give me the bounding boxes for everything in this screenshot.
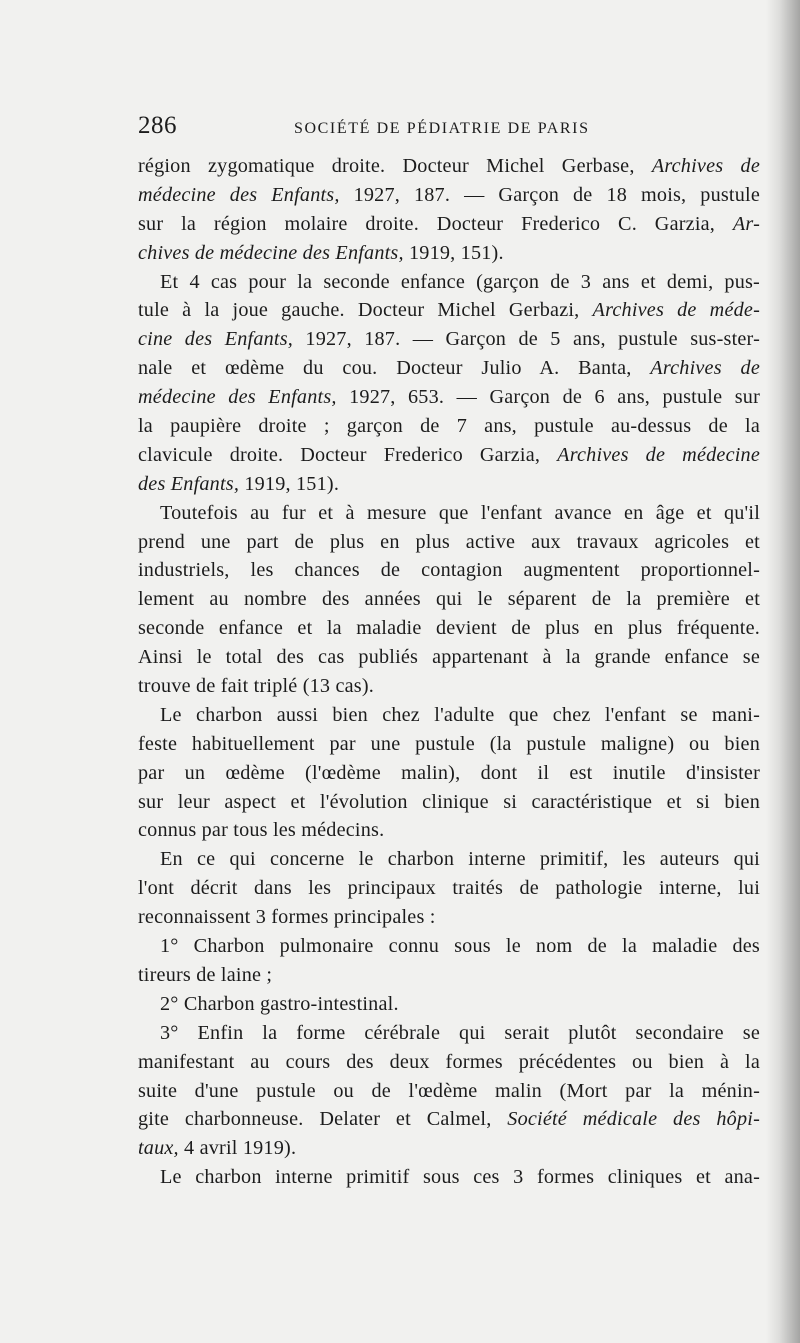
text-segment: connus par tous les médecins. bbox=[138, 819, 385, 842]
text-segment: 3° Enfin la forme cérébrale qui serait plutôt secondaire se bbox=[160, 1021, 760, 1044]
text-line bbox=[138, 874, 760, 903]
text-segment: 1927, 653. — Garçon de 6 ans, pustule sur bbox=[336, 386, 760, 409]
text-line bbox=[138, 528, 760, 557]
text-segment: 1927, 187. — Garçon de 18 mois, pustule bbox=[339, 183, 760, 206]
text-line bbox=[138, 614, 760, 643]
italic-segment: taux, bbox=[138, 1137, 179, 1160]
text-segment: nale et œdème du cou. Docteur Julio A. Banta, bbox=[138, 357, 651, 380]
page-header bbox=[138, 112, 760, 142]
text-line bbox=[138, 556, 760, 585]
text-line bbox=[138, 961, 760, 990]
text-line bbox=[138, 1134, 760, 1163]
text-segment: 2° Charbon gastro-intestinal. bbox=[160, 992, 399, 1015]
text-segment: région zygomatique droite. Docteur Michel Gerbase, bbox=[138, 155, 652, 177]
text-line bbox=[138, 441, 760, 470]
text-line bbox=[138, 1077, 760, 1106]
text-segment: En ce qui concerne le charbon interne primitif, les auteurs qui bbox=[160, 848, 760, 871]
text-segment: 1919, 151). bbox=[239, 472, 340, 495]
italic-segment: Archives de médecine bbox=[557, 443, 760, 466]
text-line bbox=[138, 499, 760, 528]
text-segment: 1° Charbon pulmonaire connu sous le nom de la maladie des bbox=[160, 935, 760, 958]
text-segment: Et 4 cas pour la seconde enfance (garçon de 3 ans et demi, pus- bbox=[160, 270, 760, 293]
text-line bbox=[138, 470, 760, 499]
text-segment: 1927, 187. — Garçon de 5 ans, pustule sus-ster- bbox=[293, 328, 760, 351]
text-line bbox=[138, 1019, 760, 1048]
italic-segment: médecine des Enfants, bbox=[138, 183, 340, 206]
text-line bbox=[138, 759, 760, 788]
text-line bbox=[138, 239, 760, 268]
text-segment: sur leur aspect et l'évolution clinique si caractéristique et si bien bbox=[138, 790, 760, 813]
italic-segment: Ar- bbox=[732, 212, 760, 235]
text-line bbox=[138, 845, 760, 874]
text-line bbox=[138, 383, 760, 412]
page-number: 286 bbox=[138, 112, 177, 139]
italic-segment: Société médicale des hôpi- bbox=[507, 1108, 760, 1131]
text-segment: Toutefois au fur et à mesure que l'enfant avance en âge et qu'il bbox=[160, 501, 760, 524]
running-title: SOCIÉTÉ DE PÉDIATRIE DE PARIS bbox=[294, 120, 590, 137]
text-segment: Le charbon interne primitif sous ces 3 formes cliniques et ana- bbox=[160, 1166, 760, 1189]
text-segment: gite charbonneuse. Delater et Calmel, bbox=[138, 1108, 508, 1131]
text-line bbox=[138, 296, 760, 325]
text-segment: industriels, les chances de contagion augmentent proportionnel- bbox=[138, 559, 760, 582]
text-line bbox=[138, 210, 760, 239]
text-line bbox=[138, 152, 760, 181]
text-segment: la paupière droite ; garçon de 7 ans, pustule au-dessus de la bbox=[138, 415, 760, 438]
text-line bbox=[138, 730, 760, 759]
text-line bbox=[138, 1163, 760, 1192]
text-segment: reconnaissent 3 formes principales : bbox=[138, 906, 436, 929]
text-segment: manifestant au cours des deux formes précédentes ou bien à la bbox=[138, 1050, 760, 1073]
text-line bbox=[138, 412, 760, 441]
text-line bbox=[138, 672, 760, 701]
text-segment: par un œdème (l'œdème malin), dont il est inutile d'insister bbox=[138, 761, 760, 784]
text-segment: clavicule droite. Docteur Frederico Garzia, bbox=[138, 443, 558, 466]
text-segment: lement au nombre des années qui le séparent de la première et bbox=[138, 588, 760, 611]
text-line bbox=[138, 932, 760, 961]
text-segment: seconde enfance et la maladie devient de plus en plus fréquente. bbox=[138, 617, 760, 640]
text-segment: sur la région molaire droite. Docteur Frederico C. Garzia, bbox=[138, 212, 733, 235]
text-segment: tule à la joue gauche. Docteur Michel Gerbazi, bbox=[138, 299, 593, 322]
text-segment: trouve de fait triplé (13 cas). bbox=[138, 675, 375, 698]
text-line bbox=[138, 788, 760, 817]
text-line bbox=[138, 268, 760, 297]
text-line bbox=[138, 585, 760, 614]
text-segment: 1919, 151). bbox=[403, 241, 504, 264]
text-line bbox=[138, 354, 760, 383]
italic-segment: cine des Enfants, bbox=[138, 328, 294, 351]
text-line bbox=[138, 1048, 760, 1077]
text-line bbox=[138, 181, 760, 210]
italic-segment: Archives de bbox=[650, 357, 760, 380]
text-segment: tireurs de laine ; bbox=[138, 963, 273, 986]
italic-segment: médecine des Enfants, bbox=[138, 386, 337, 409]
text-segment: suite d'une pustule ou de l'œdème malin (Mort par la ménin- bbox=[138, 1079, 760, 1102]
italic-segment: chives de médecine des Enfants, bbox=[138, 241, 404, 264]
text-line bbox=[138, 701, 760, 730]
text-line bbox=[138, 903, 760, 932]
text-line bbox=[138, 816, 760, 845]
text-line bbox=[138, 990, 760, 1019]
italic-segment: Archives de bbox=[651, 155, 760, 177]
italic-segment: Archives de méde- bbox=[592, 299, 761, 322]
text-segment: prend une part de plus en plus active aux travaux agricoles et bbox=[138, 530, 760, 553]
text-segment: 4 avril 1919). bbox=[178, 1137, 297, 1160]
text-line bbox=[138, 325, 760, 354]
text-line bbox=[138, 1105, 760, 1134]
body-text bbox=[138, 152, 760, 1192]
italic-segment: des Enfants, bbox=[138, 472, 240, 495]
text-segment: Le charbon aussi bien chez l'adulte que chez l'enfant se mani- bbox=[160, 703, 760, 726]
page-edge-shadow bbox=[766, 0, 800, 1343]
text-line bbox=[138, 643, 760, 672]
text-segment: Ainsi le total des cas publiés appartenant à la grande enfance se bbox=[138, 646, 760, 669]
text-segment: l'ont décrit dans les principaux traités de pathologie interne, lui bbox=[138, 877, 760, 900]
text-segment: feste habituellement par une pustule (la pustule maligne) ou bien bbox=[138, 732, 760, 755]
